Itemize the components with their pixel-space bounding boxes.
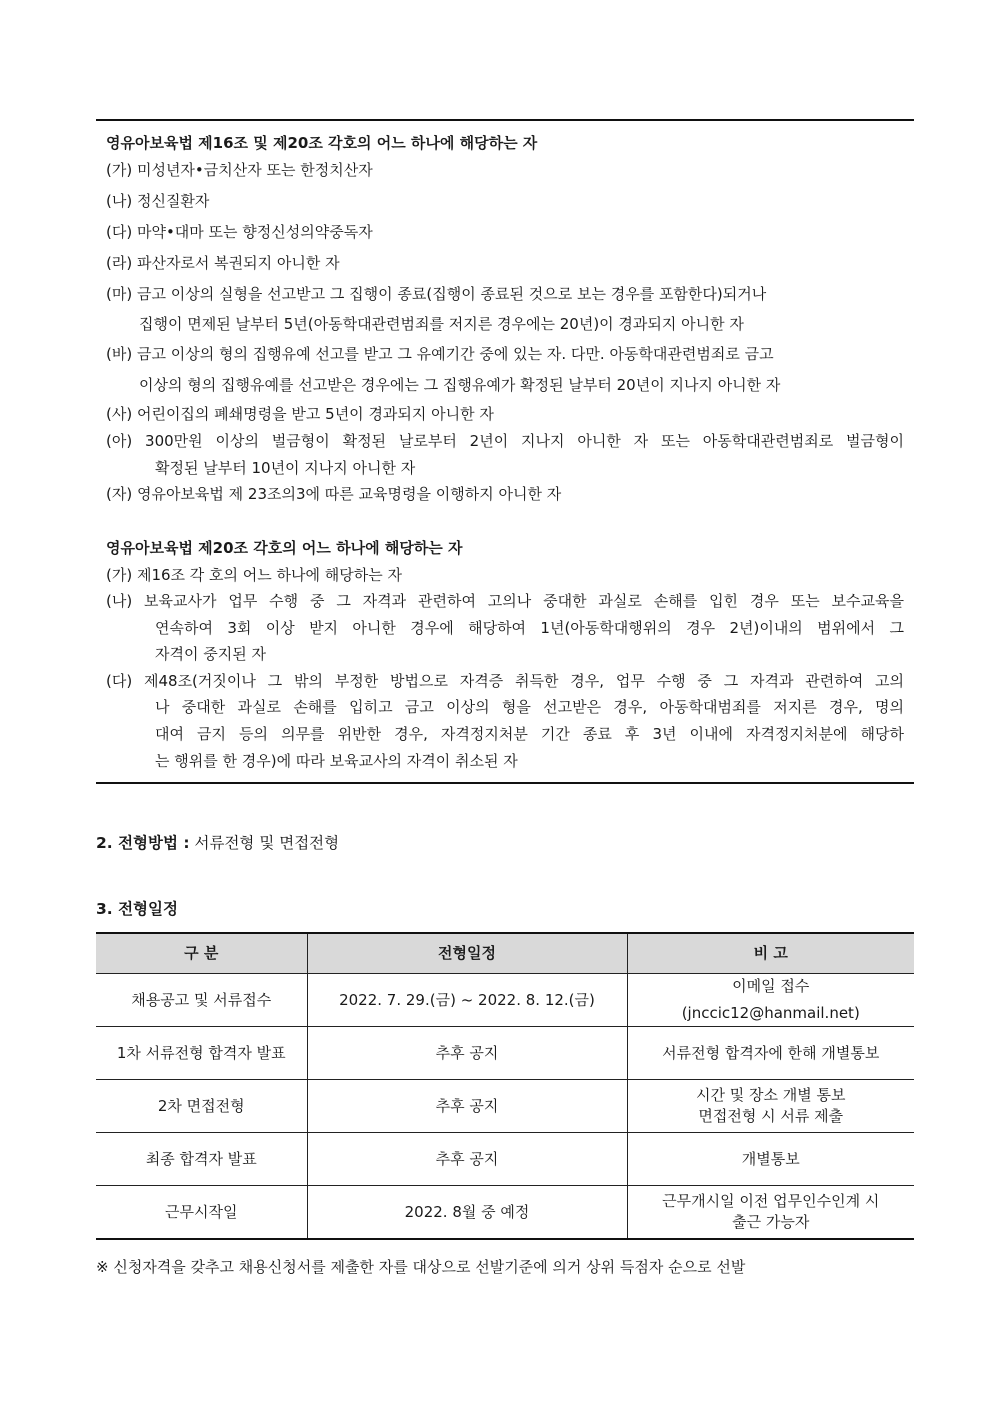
table-row xyxy=(96,1186,914,1240)
selection-method-label: 2. 전형방법 : xyxy=(96,834,190,852)
schedule-table xyxy=(96,932,914,1240)
header-category: 구 분 xyxy=(96,933,307,974)
row-note xyxy=(627,1186,914,1240)
selection-method xyxy=(96,831,339,853)
section2-item-cont: 연속하여 3회 이상 받지 아니한 경우에 해당하여 1년(아동학대행위의 경우 2년)이내의 범위에서 그 xyxy=(155,619,904,637)
section1-item: (나) 정신질환자 xyxy=(106,192,210,210)
section2-item-cont: 대여 금지 등의 의무를 위반한 경우, 자격정지처분 기간 종료 후 3년 이내에 자격정지처분에 해당하 xyxy=(155,725,904,743)
schedule-heading-label: 3. 전형일정 xyxy=(96,900,178,918)
schedule-header-row xyxy=(96,933,914,974)
section1-heading: 영유아보육법 제16조 및 제20조 각호의 어느 하나에 해당하는 자 xyxy=(106,134,538,152)
section1-item: (바) 금고 이상의 형의 집행유예 선고를 받고 그 유예기간 중에 있는 자. 다만. 아동학대관련범죄로 금고 xyxy=(106,345,774,363)
row-category: 1차 서류전형 합격자 발표 xyxy=(96,1027,307,1080)
section1-item: (자) 영유아보육법 제 23조의3에 따른 교육명령을 이행하지 아니한 자 xyxy=(106,485,562,503)
row-note xyxy=(627,974,914,1027)
row-date: 추후 공지 xyxy=(307,1080,627,1133)
row-note xyxy=(627,1080,914,1133)
note-line: 근무개시일 이전 업무인수인계 시 xyxy=(662,1192,880,1210)
table-row xyxy=(96,1133,914,1186)
row-date: 추후 공지 xyxy=(307,1133,627,1186)
note-line: 면접전형 시 서류 제출 xyxy=(698,1107,844,1125)
table-row xyxy=(96,1027,914,1080)
row-category: 채용공고 및 서류접수 xyxy=(96,974,307,1027)
row-date: 2022. 7. 29.(금) ~ 2022. 8. 12.(금) xyxy=(307,974,627,1027)
header-note: 비 고 xyxy=(627,933,914,974)
selection-method-value: 서류전형 및 면접전형 xyxy=(194,834,340,852)
row-category: 근무시작일 xyxy=(96,1186,307,1240)
schedule-heading xyxy=(96,897,178,919)
section1-item: (가) 미성년자•금치산자 또는 한정치산자 xyxy=(106,161,373,179)
row-date: 추후 공지 xyxy=(307,1027,627,1080)
section1-item-cont: 집행이 면제된 날부터 5년(아동학대관련범죄를 저지른 경우에는 20년)이 경과되지 아니한 자 xyxy=(139,315,744,333)
section2-item-cont: 나 중대한 과실로 손해를 입히고 금고 이상의 형을 선고받은 경우, 아동학대범죄를 저지른 경우, 명의 xyxy=(155,698,904,716)
section2-item: (나) 보육교사가 업무 수행 중 그 자격과 관련하여 고의나 중대한 과실로 손해를 입힌 경우 또는 보수교육을 xyxy=(106,592,904,610)
row-note: 개별통보 xyxy=(627,1133,914,1186)
section1-item-cont: 이상의 형의 집행유예를 선고받은 경우에는 그 집행유예가 확정된 날부터 20년이 지나지 아니한 자 xyxy=(139,376,781,394)
section2-item-cont: 자격이 중지된 자 xyxy=(155,645,266,663)
section1-item: (마) 금고 이상의 실형을 선고받고 그 집행이 종료(집행이 종료된 것으로 보는 경우를 포함한다)되거나 xyxy=(106,285,767,303)
section2-item-cont: 는 행위를 한 경우)에 따라 보육교사의 자격이 취소된 자 xyxy=(155,752,518,770)
section2-item: (다) 제48조(거짓이나 그 밖의 부정한 방법으로 자격증 취득한 경우, 업무 수행 중 그 자격과 관련하여 고의 xyxy=(106,672,904,690)
email-address: (jnccic12@hanmail.net) xyxy=(681,1004,860,1022)
section1-item: (다) 마약•대마 또는 향정신성의약중독자 xyxy=(106,223,373,241)
section1-item-cont: 확정된 날부터 10년이 지나지 아니한 자 xyxy=(155,459,416,477)
row-date: 2022. 8월 중 예정 xyxy=(307,1186,627,1240)
row-category: 2차 면접전형 xyxy=(96,1080,307,1133)
header-date: 전형일정 xyxy=(307,933,627,974)
note-line: 이메일 접수 xyxy=(732,977,810,995)
section1-item: (아) 300만원 이상의 벌금형이 확정된 날로부터 2년이 지나지 아니한 자 또는 아동학대관련범죄로 벌금형이 xyxy=(106,432,904,450)
note-line: 시간 및 장소 개별 통보 xyxy=(696,1086,846,1104)
section1-item: (사) 어린이집의 폐쇄명령을 받고 5년이 경과되지 아니한 자 xyxy=(106,405,494,423)
table-row xyxy=(96,974,914,1027)
note-line: 출근 가능자 xyxy=(732,1213,810,1231)
row-category: 최종 합격자 발표 xyxy=(96,1133,307,1186)
row-note: 서류전형 합격자에 한해 개별통보 xyxy=(627,1027,914,1080)
section2-heading: 영유아보육법 제20조 각호의 어느 하나에 해당하는 자 xyxy=(106,539,463,557)
section1-item: (라) 파산자로서 복권되지 아니한 자 xyxy=(106,254,340,272)
footnote: ※ 신청자격을 갖추고 채용신청서를 제출한 자를 대상으로 선발기준에 의거 상위 득점자 순으로 선발 xyxy=(96,1258,746,1276)
table-row xyxy=(96,1080,914,1133)
section2-item: (가) 제16조 각 호의 어느 하나에 해당하는 자 xyxy=(106,566,403,584)
